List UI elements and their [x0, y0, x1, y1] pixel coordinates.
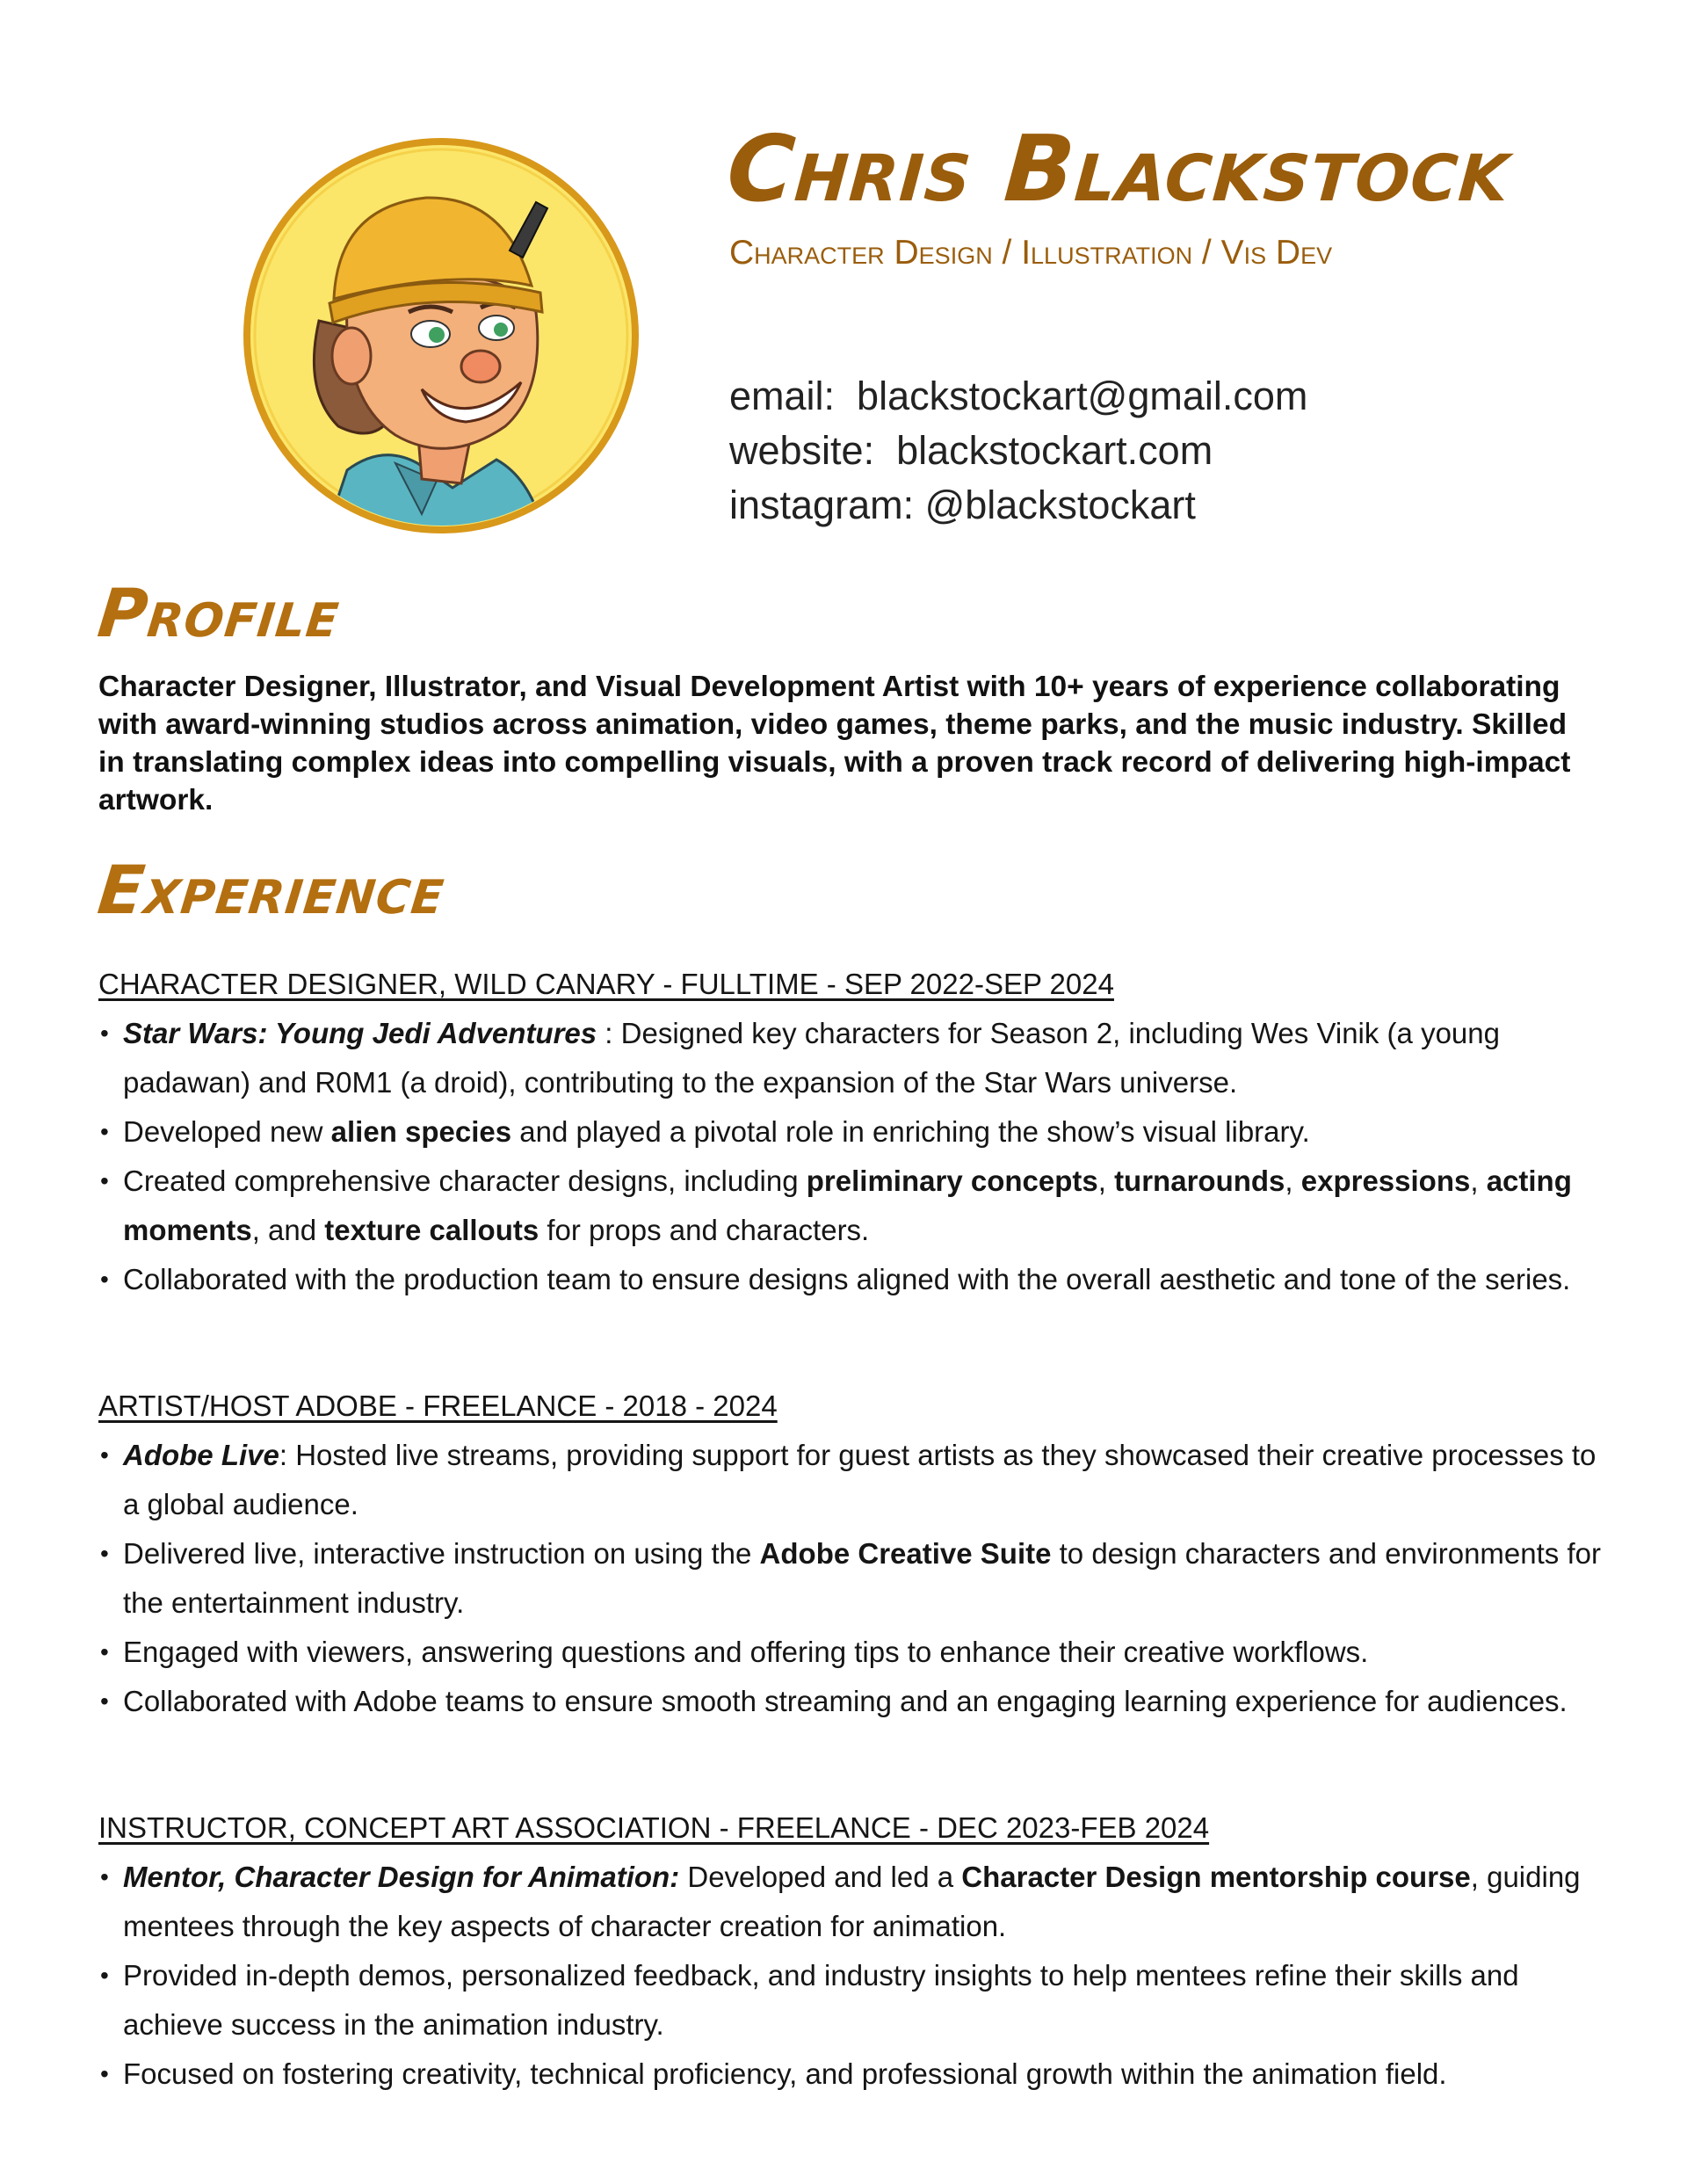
avatar	[242, 136, 641, 536]
job-subtitle: Character Design / Illustration / Vis Dev	[729, 234, 1333, 272]
list-item: • Mentor, Character Design for Animation: Developed and led a Character Design mentorship course, guiding mentees through the key aspects of character creation for animation.	[98, 1853, 1610, 1951]
job-entry	[98, 1387, 1610, 1726]
job-heading: ARTIST/HOST ADOBE - FREELANCE - 2018 - 2024	[98, 1389, 778, 1422]
job-entry	[98, 965, 1610, 1304]
list-item: • Delivered live, interactive instruction on using the Adobe Creative Suite to design characters and environments for the entertainment industry.	[98, 1529, 1610, 1628]
list-item: • Collaborated with Adobe teams to ensure smooth streaming and an engaging learning experience for audiences.	[98, 1677, 1610, 1726]
contact-instagram: instagram: @blackstockart	[729, 483, 1196, 527]
list-item: • Star Wars: Young Jedi Adventures : Designed key characters for Season 2, including Wes Vinik (a young padawan) and R0M1 (a droid), contributing to the expansion of the Star Wars universe.	[98, 1009, 1610, 1107]
contact-email: email: blackstockart@gmail.com	[729, 374, 1308, 418]
job-heading: INSTRUCTOR, CONCEPT ART ASSOCIATION - FREELANCE - DEC 2023-FEB 2024	[98, 1811, 1210, 1844]
job-heading: CHARACTER DESIGNER, WILD CANARY - FULLTIME - SEP 2022-SEP 2024	[98, 968, 1114, 1000]
job-entry	[98, 1809, 1610, 2099]
list-item: • Developed new alien species and played a pivotal role in enriching the show’s visual library.	[98, 1107, 1610, 1157]
profile-summary: Character Designer, Illustrator, and Visual Development Artist with 10+ years of experience collaborating with award-winning studios across animation, video games, theme parks, and the music industry. Skilled in translating complex ideas into compelling visuals, with a proven track record of delivering high-impact artwork.	[98, 671, 1571, 816]
list-item: • Created comprehensive character designs, including preliminary concepts, turnarounds, expressions, acting moments, and texture callouts for props and characters.	[98, 1157, 1610, 1255]
person-name: Chris Blackstock	[723, 115, 1514, 222]
list-item: • Engaged with viewers, answering questions and offering tips to enhance their creative workflows.	[98, 1628, 1610, 1677]
contact-website: website: blackstockart.com	[729, 428, 1213, 473]
contact-block	[729, 369, 1307, 533]
list-item: • Adobe Live: Hosted live streams, providing support for guest artists as they showcased their creative processes to a global audience.	[98, 1431, 1610, 1529]
list-item: • Provided in-depth demos, personalized feedback, and industry insights to help mentees refine their skills and achieve success in the animation industry.	[98, 1951, 1610, 2050]
list-item: • Focused on fostering creativity, technical proficiency, and professional growth within the animation field.	[98, 2050, 1610, 2099]
profile-heading: Profile	[94, 574, 344, 652]
list-item: • Collaborated with the production team to ensure designs aligned with the overall aesthetic and tone of the series.	[98, 1255, 1610, 1304]
experience-heading: Experience	[94, 851, 449, 929]
